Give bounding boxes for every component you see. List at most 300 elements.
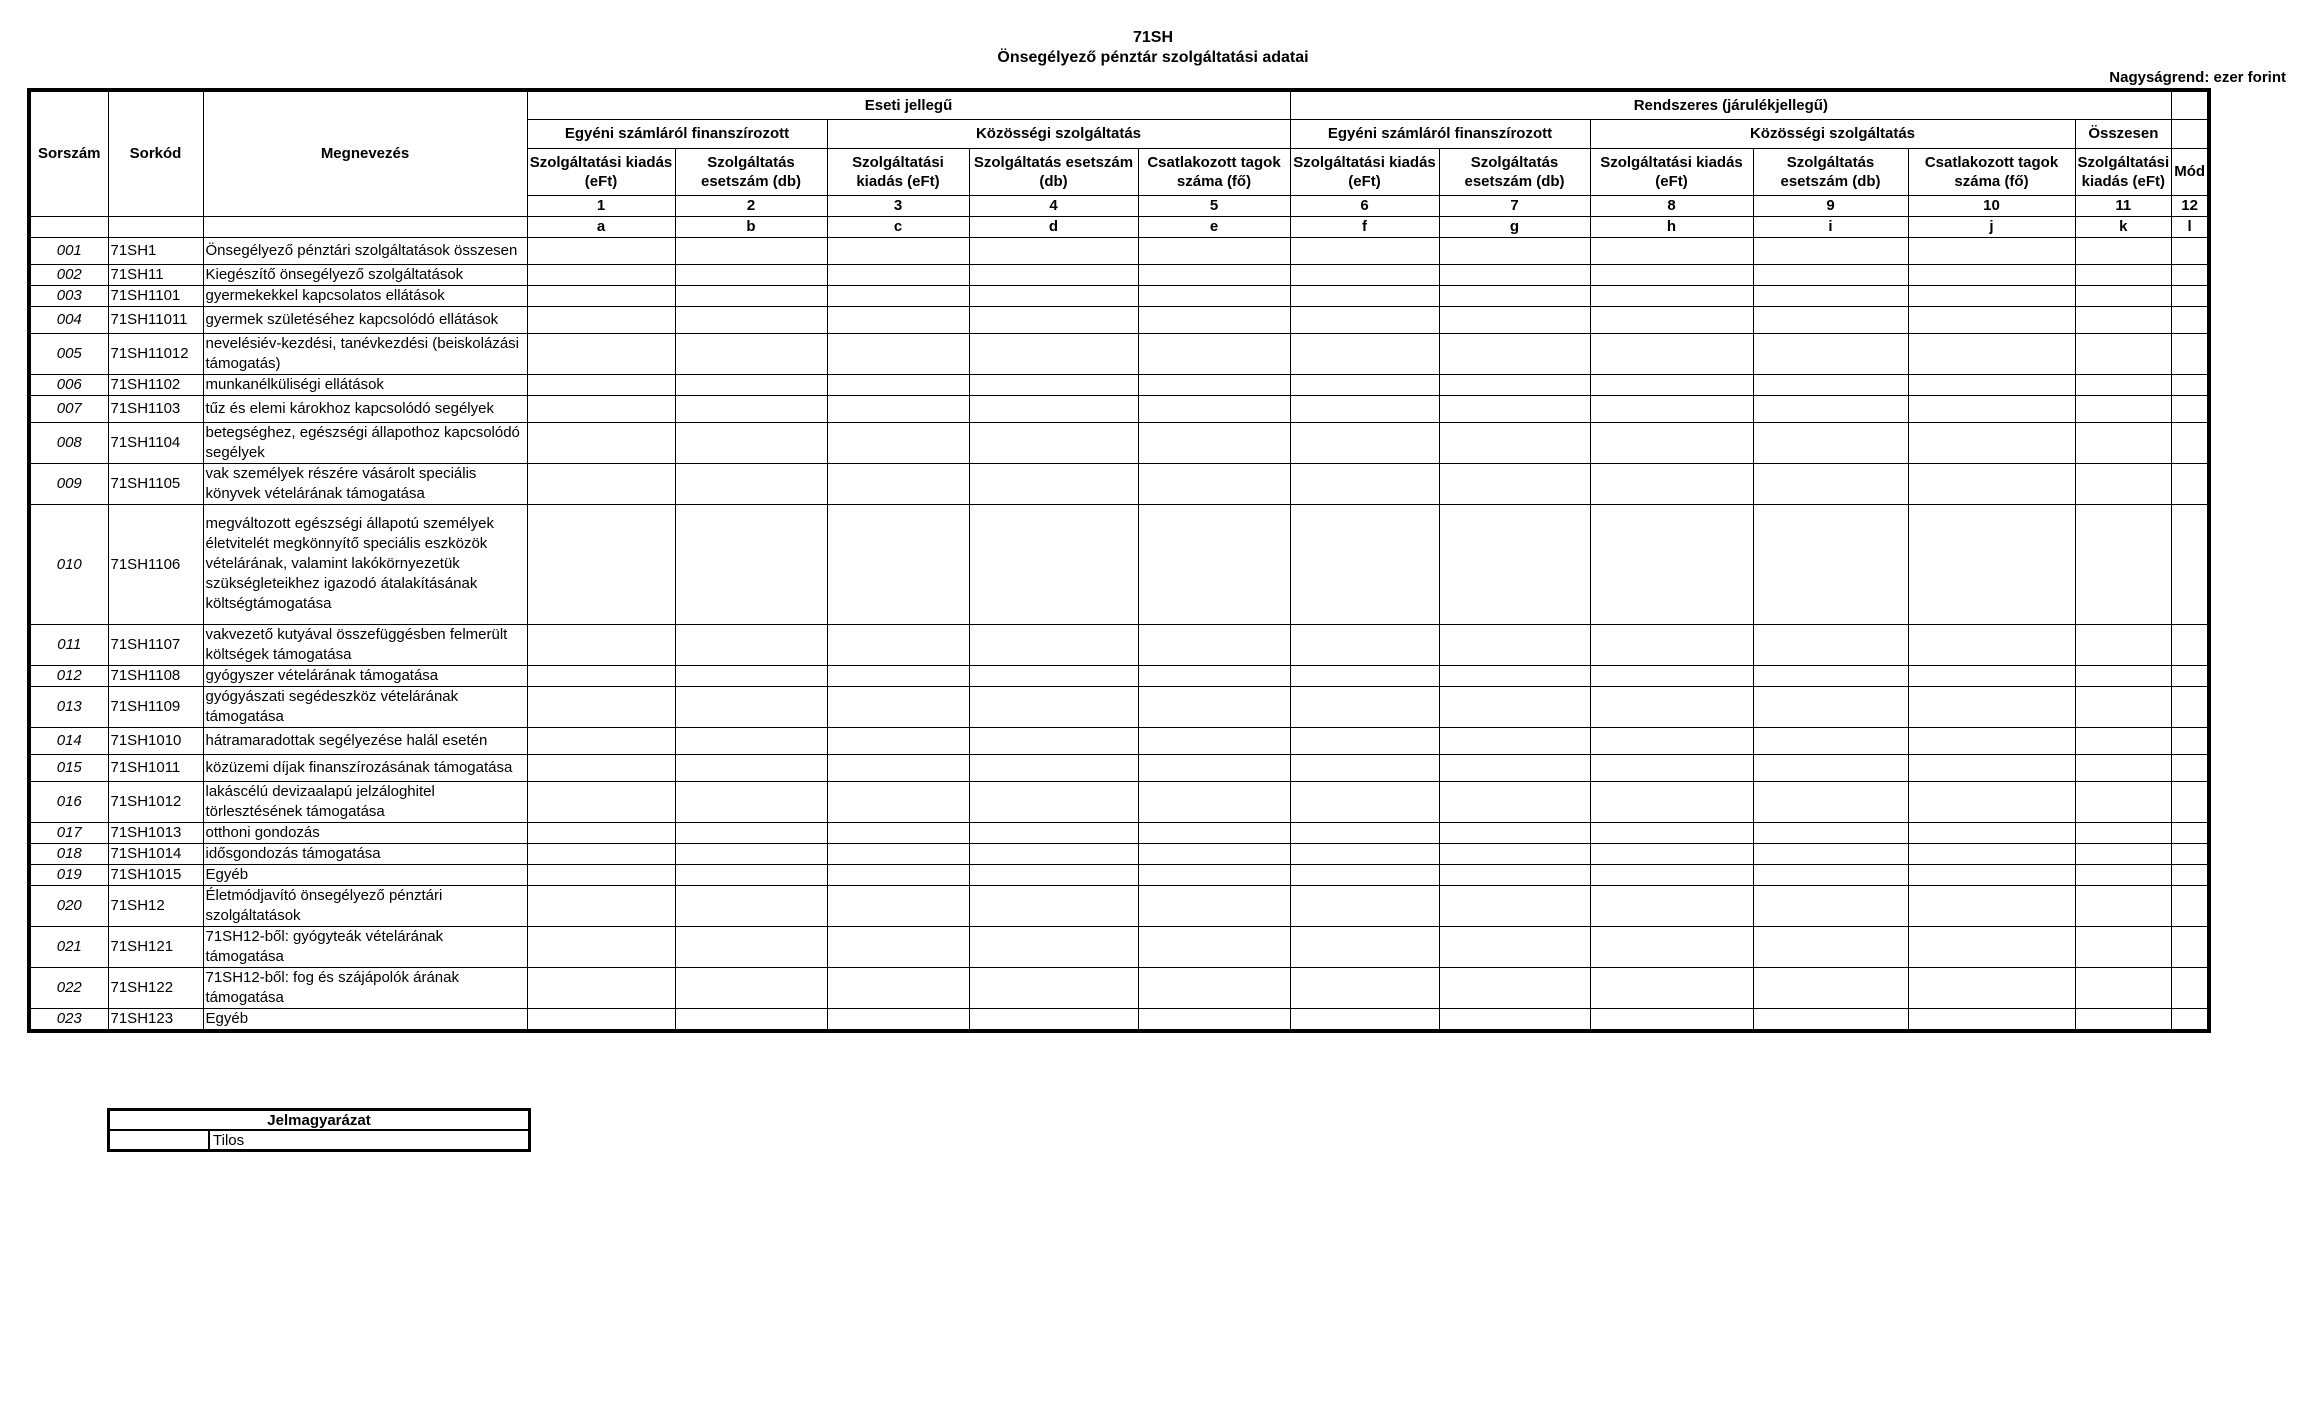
data-cell[interactable] xyxy=(1439,624,1590,665)
data-cell[interactable] xyxy=(1439,665,1590,686)
data-cell[interactable] xyxy=(1753,864,1908,885)
data-cell[interactable] xyxy=(1753,333,1908,374)
data-cell[interactable] xyxy=(827,374,969,395)
data-cell[interactable] xyxy=(1439,333,1590,374)
row-code: 71SH1101 xyxy=(108,285,203,306)
data-cell[interactable] xyxy=(1439,843,1590,864)
data-cell[interactable] xyxy=(1753,665,1908,686)
data-cell[interactable] xyxy=(1138,237,1290,264)
data-cell[interactable] xyxy=(1439,1008,1590,1031)
data-cell[interactable] xyxy=(1138,264,1290,285)
data-cell[interactable] xyxy=(969,822,1138,843)
data-cell[interactable] xyxy=(675,395,827,422)
data-cell[interactable] xyxy=(675,864,827,885)
data-cell[interactable] xyxy=(1590,237,1753,264)
row-number: 017 xyxy=(29,822,108,843)
data-cell[interactable] xyxy=(1290,422,1439,463)
data-cell[interactable] xyxy=(1439,822,1590,843)
data-cell[interactable] xyxy=(1138,686,1290,727)
data-cell[interactable] xyxy=(2172,422,2209,463)
data-cell[interactable] xyxy=(969,864,1138,885)
data-cell[interactable] xyxy=(1590,665,1753,686)
data-cell[interactable] xyxy=(1590,686,1753,727)
data-cell[interactable] xyxy=(827,422,969,463)
data-cell[interactable] xyxy=(527,422,675,463)
data-cell[interactable] xyxy=(675,843,827,864)
data-cell[interactable] xyxy=(675,885,827,926)
data-cell[interactable] xyxy=(1753,422,1908,463)
row-code: 71SH1108 xyxy=(108,665,203,686)
data-cell[interactable] xyxy=(1590,885,1753,926)
data-cell[interactable] xyxy=(1908,374,2075,395)
data-cell[interactable] xyxy=(527,754,675,781)
data-cell[interactable] xyxy=(2075,665,2172,686)
data-cell[interactable] xyxy=(1753,504,1908,624)
data-cell[interactable] xyxy=(1908,1008,2075,1031)
data-cell[interactable] xyxy=(1753,624,1908,665)
data-cell[interactable] xyxy=(527,822,675,843)
data-cell[interactable] xyxy=(1290,665,1439,686)
data-cell[interactable] xyxy=(527,926,675,967)
data-cell[interactable] xyxy=(2172,463,2209,504)
data-cell[interactable] xyxy=(1290,1008,1439,1031)
data-cell[interactable] xyxy=(1908,306,2075,333)
data-cell[interactable] xyxy=(675,822,827,843)
data-cell[interactable] xyxy=(1908,926,2075,967)
col-header-9: Szolgáltatás esetszám (db) xyxy=(1753,148,1908,195)
data-cell[interactable] xyxy=(827,926,969,967)
data-cell[interactable] xyxy=(1753,264,1908,285)
data-cell[interactable] xyxy=(827,843,969,864)
header-eseti-kozossegi: Közösségi szolgáltatás xyxy=(827,119,1290,148)
data-cell[interactable] xyxy=(1908,727,2075,754)
data-cell[interactable] xyxy=(1590,374,1753,395)
data-cell[interactable] xyxy=(1753,285,1908,306)
data-cell[interactable] xyxy=(2172,727,2209,754)
data-cell[interactable] xyxy=(969,926,1138,967)
data-cell[interactable] xyxy=(2172,864,2209,885)
legend-swatch xyxy=(109,1130,210,1151)
data-cell[interactable] xyxy=(1753,885,1908,926)
data-cell[interactable] xyxy=(1590,967,1753,1008)
data-cell[interactable] xyxy=(1753,395,1908,422)
data-cell[interactable] xyxy=(1590,285,1753,306)
data-cell[interactable] xyxy=(1290,686,1439,727)
data-cell[interactable] xyxy=(1908,237,2075,264)
data-cell[interactable] xyxy=(1290,967,1439,1008)
data-cell[interactable] xyxy=(1439,967,1590,1008)
data-cell[interactable] xyxy=(675,333,827,374)
data-cell[interactable] xyxy=(1908,665,2075,686)
data-cell[interactable] xyxy=(527,665,675,686)
data-cell[interactable] xyxy=(827,686,969,727)
data-cell[interactable] xyxy=(1439,395,1590,422)
data-cell[interactable] xyxy=(2075,686,2172,727)
data-cell[interactable] xyxy=(2172,306,2209,333)
data-cell[interactable] xyxy=(1590,504,1753,624)
data-cell[interactable] xyxy=(1290,926,1439,967)
data-cell[interactable] xyxy=(2075,781,2172,822)
data-cell[interactable] xyxy=(2075,285,2172,306)
data-cell[interactable] xyxy=(1908,264,2075,285)
data-cell[interactable] xyxy=(1290,237,1439,264)
data-cell[interactable] xyxy=(2075,822,2172,843)
data-cell[interactable] xyxy=(1908,864,2075,885)
data-cell[interactable] xyxy=(1439,264,1590,285)
data-cell[interactable] xyxy=(827,665,969,686)
data-cell[interactable] xyxy=(1138,885,1290,926)
data-cell[interactable] xyxy=(1290,727,1439,754)
row-name: Önsegélyező pénztári szolgáltatások összesen xyxy=(203,237,527,264)
data-cell[interactable] xyxy=(1590,624,1753,665)
data-cell[interactable] xyxy=(1138,781,1290,822)
data-cell[interactable] xyxy=(2075,504,2172,624)
data-cell[interactable] xyxy=(2172,504,2209,624)
data-cell[interactable] xyxy=(1590,333,1753,374)
data-cell[interactable] xyxy=(2075,463,2172,504)
data-cell[interactable] xyxy=(2172,843,2209,864)
col-header-5: Csatlakozott tagok száma (fő) xyxy=(1138,148,1290,195)
table-row xyxy=(29,822,2209,843)
data-cell[interactable] xyxy=(969,374,1138,395)
data-cell[interactable] xyxy=(969,237,1138,264)
data-cell[interactable] xyxy=(1439,285,1590,306)
data-cell[interactable] xyxy=(1439,463,1590,504)
data-cell[interactable] xyxy=(2075,264,2172,285)
data-cell[interactable] xyxy=(827,306,969,333)
data-cell[interactable] xyxy=(1908,395,2075,422)
data-cell[interactable] xyxy=(969,781,1138,822)
data-cell[interactable] xyxy=(1439,686,1590,727)
data-cell[interactable] xyxy=(1138,463,1290,504)
data-cell[interactable] xyxy=(1138,624,1290,665)
data-cell[interactable] xyxy=(2075,843,2172,864)
data-cell[interactable] xyxy=(1290,395,1439,422)
data-cell[interactable] xyxy=(2075,624,2172,665)
data-cell[interactable] xyxy=(1138,754,1290,781)
data-cell[interactable] xyxy=(675,624,827,665)
data-cell[interactable] xyxy=(1439,374,1590,395)
data-cell[interactable] xyxy=(675,926,827,967)
table-row xyxy=(29,754,2209,781)
data-cell[interactable] xyxy=(1290,885,1439,926)
data-cell[interactable] xyxy=(2075,395,2172,422)
data-cell[interactable] xyxy=(1590,1008,1753,1031)
data-cell[interactable] xyxy=(675,374,827,395)
data-cell[interactable] xyxy=(969,665,1138,686)
data-cell[interactable] xyxy=(1290,754,1439,781)
data-cell[interactable] xyxy=(1138,967,1290,1008)
data-cell[interactable] xyxy=(1138,822,1290,843)
data-cell[interactable] xyxy=(1290,306,1439,333)
data-cell[interactable] xyxy=(1439,504,1590,624)
data-cell[interactable] xyxy=(2172,665,2209,686)
data-cell[interactable] xyxy=(2172,781,2209,822)
data-cell[interactable] xyxy=(675,237,827,264)
data-cell[interactable] xyxy=(1753,822,1908,843)
data-cell[interactable] xyxy=(1753,781,1908,822)
data-cell[interactable] xyxy=(827,967,969,1008)
data-cell[interactable] xyxy=(1908,333,2075,374)
data-cell[interactable] xyxy=(969,754,1138,781)
data-cell[interactable] xyxy=(527,843,675,864)
data-cell[interactable] xyxy=(1908,885,2075,926)
data-cell[interactable] xyxy=(1439,306,1590,333)
data-cell[interactable] xyxy=(1908,967,2075,1008)
data-cell[interactable] xyxy=(675,306,827,333)
data-cell[interactable] xyxy=(527,264,675,285)
data-cell[interactable] xyxy=(827,504,969,624)
data-cell[interactable] xyxy=(1753,686,1908,727)
data-cell[interactable] xyxy=(2075,926,2172,967)
data-cell[interactable] xyxy=(1290,285,1439,306)
data-cell[interactable] xyxy=(1908,843,2075,864)
data-cell[interactable] xyxy=(827,864,969,885)
data-cell[interactable] xyxy=(1590,926,1753,967)
data-cell[interactable] xyxy=(675,727,827,754)
data-cell[interactable] xyxy=(1590,395,1753,422)
data-cell[interactable] xyxy=(2075,967,2172,1008)
data-cell[interactable] xyxy=(1753,463,1908,504)
data-cell[interactable] xyxy=(675,781,827,822)
data-cell[interactable] xyxy=(1138,926,1290,967)
col-number-12: 12 xyxy=(2172,195,2209,216)
data-cell[interactable] xyxy=(1590,727,1753,754)
data-cell[interactable] xyxy=(827,754,969,781)
data-cell[interactable] xyxy=(1753,843,1908,864)
data-cell[interactable] xyxy=(2172,395,2209,422)
data-cell[interactable] xyxy=(2075,885,2172,926)
data-cell[interactable] xyxy=(827,395,969,422)
data-cell[interactable] xyxy=(2172,686,2209,727)
data-cell[interactable] xyxy=(1908,463,2075,504)
row-code: 71SH1013 xyxy=(108,822,203,843)
data-cell[interactable] xyxy=(2172,967,2209,1008)
table-row xyxy=(29,374,2209,395)
data-cell[interactable] xyxy=(2172,754,2209,781)
data-cell[interactable] xyxy=(1908,504,2075,624)
data-cell[interactable] xyxy=(1290,333,1439,374)
data-cell[interactable] xyxy=(527,463,675,504)
data-cell[interactable] xyxy=(2172,1008,2209,1031)
data-cell[interactable] xyxy=(827,463,969,504)
data-cell[interactable] xyxy=(2172,624,2209,665)
data-cell[interactable] xyxy=(1590,264,1753,285)
data-cell[interactable] xyxy=(675,463,827,504)
data-cell[interactable] xyxy=(1908,781,2075,822)
row-name: tűz és elemi károkhoz kapcsolódó segélyek xyxy=(203,395,527,422)
data-cell[interactable] xyxy=(1590,843,1753,864)
data-cell[interactable] xyxy=(1290,843,1439,864)
data-cell[interactable] xyxy=(1590,754,1753,781)
data-cell[interactable] xyxy=(1590,864,1753,885)
row-number: 023 xyxy=(29,1008,108,1031)
data-cell[interactable] xyxy=(527,967,675,1008)
data-cell[interactable] xyxy=(969,624,1138,665)
data-cell[interactable] xyxy=(1753,306,1908,333)
data-cell[interactable] xyxy=(2075,727,2172,754)
data-cell[interactable] xyxy=(527,1008,675,1031)
data-cell[interactable] xyxy=(2075,306,2172,333)
data-cell[interactable] xyxy=(969,285,1138,306)
data-cell[interactable] xyxy=(675,504,827,624)
data-cell[interactable] xyxy=(2075,422,2172,463)
data-cell[interactable] xyxy=(527,333,675,374)
data-cell[interactable] xyxy=(2172,822,2209,843)
data-cell[interactable] xyxy=(1138,727,1290,754)
data-cell[interactable] xyxy=(675,1008,827,1031)
data-cell[interactable] xyxy=(527,395,675,422)
data-cell[interactable] xyxy=(827,885,969,926)
data-cell[interactable] xyxy=(1138,395,1290,422)
data-cell[interactable] xyxy=(1138,306,1290,333)
data-cell[interactable] xyxy=(1138,665,1290,686)
data-cell[interactable] xyxy=(1439,885,1590,926)
data-cell[interactable] xyxy=(969,504,1138,624)
data-cell[interactable] xyxy=(969,306,1138,333)
data-cell[interactable] xyxy=(1908,686,2075,727)
col-header-8: Szolgáltatási kiadás (eFt) xyxy=(1590,148,1753,195)
data-cell[interactable] xyxy=(969,333,1138,374)
data-cell[interactable] xyxy=(827,727,969,754)
data-cell[interactable] xyxy=(1753,754,1908,781)
data-cell[interactable] xyxy=(1908,822,2075,843)
data-cell[interactable] xyxy=(1753,926,1908,967)
data-cell[interactable] xyxy=(1290,463,1439,504)
data-cell[interactable] xyxy=(1290,864,1439,885)
data-cell[interactable] xyxy=(827,822,969,843)
data-cell[interactable] xyxy=(827,264,969,285)
col-header-7: Szolgáltatás esetszám (db) xyxy=(1439,148,1590,195)
data-cell[interactable] xyxy=(1290,504,1439,624)
data-cell[interactable] xyxy=(827,333,969,374)
data-cell[interactable] xyxy=(527,504,675,624)
data-cell[interactable] xyxy=(675,754,827,781)
data-cell[interactable] xyxy=(1439,781,1590,822)
data-cell[interactable] xyxy=(675,285,827,306)
data-cell[interactable] xyxy=(1753,967,1908,1008)
col-number-3: 3 xyxy=(827,195,969,216)
data-cell[interactable] xyxy=(675,686,827,727)
data-cell[interactable] xyxy=(969,727,1138,754)
data-cell[interactable] xyxy=(969,463,1138,504)
data-cell[interactable] xyxy=(1908,754,2075,781)
data-cell[interactable] xyxy=(2172,237,2209,264)
data-cell[interactable] xyxy=(527,686,675,727)
data-cell[interactable] xyxy=(969,395,1138,422)
data-cell[interactable] xyxy=(827,1008,969,1031)
data-cell[interactable] xyxy=(527,237,675,264)
data-cell[interactable] xyxy=(1138,333,1290,374)
data-cell[interactable] xyxy=(2172,285,2209,306)
data-cell[interactable] xyxy=(1138,864,1290,885)
data-cell[interactable] xyxy=(1138,422,1290,463)
data-cell[interactable] xyxy=(527,285,675,306)
data-cell[interactable] xyxy=(2172,926,2209,967)
data-cell[interactable] xyxy=(1138,1008,1290,1031)
data-cell[interactable] xyxy=(1290,374,1439,395)
data-cell[interactable] xyxy=(1753,727,1908,754)
data-cell[interactable] xyxy=(827,285,969,306)
data-cell[interactable] xyxy=(1439,422,1590,463)
data-cell[interactable] xyxy=(969,422,1138,463)
data-cell[interactable] xyxy=(1439,237,1590,264)
data-cell[interactable] xyxy=(1290,822,1439,843)
data-cell[interactable] xyxy=(527,864,675,885)
data-cell[interactable] xyxy=(527,781,675,822)
data-cell[interactable] xyxy=(675,422,827,463)
data-cell[interactable] xyxy=(2172,374,2209,395)
data-cell[interactable] xyxy=(527,306,675,333)
data-cell[interactable] xyxy=(969,967,1138,1008)
data-cell[interactable] xyxy=(827,624,969,665)
data-cell[interactable] xyxy=(969,885,1138,926)
data-cell[interactable] xyxy=(827,781,969,822)
data-cell[interactable] xyxy=(1590,422,1753,463)
data-cell[interactable] xyxy=(2075,374,2172,395)
data-cell[interactable] xyxy=(2075,864,2172,885)
data-cell[interactable] xyxy=(1439,754,1590,781)
data-cell[interactable] xyxy=(1590,306,1753,333)
data-cell[interactable] xyxy=(1439,926,1590,967)
data-cell[interactable] xyxy=(1290,264,1439,285)
data-cell[interactable] xyxy=(2172,333,2209,374)
data-cell[interactable] xyxy=(675,967,827,1008)
row-name: 71SH12-ből: gyógyteák vételárának támogatása xyxy=(203,926,527,967)
data-cell[interactable] xyxy=(1138,285,1290,306)
data-cell[interactable] xyxy=(1590,463,1753,504)
data-cell[interactable] xyxy=(1290,624,1439,665)
row-name: betegséghez, egészségi állapothoz kapcsolódó segélyek xyxy=(203,422,527,463)
data-cell[interactable] xyxy=(1138,843,1290,864)
data-cell[interactable] xyxy=(827,237,969,264)
data-cell[interactable] xyxy=(527,624,675,665)
data-cell[interactable] xyxy=(527,885,675,926)
data-cell[interactable] xyxy=(969,843,1138,864)
data-cell[interactable] xyxy=(527,727,675,754)
data-cell[interactable] xyxy=(1138,504,1290,624)
table-row xyxy=(29,422,2209,463)
data-cell[interactable] xyxy=(527,374,675,395)
data-cell[interactable] xyxy=(1753,237,1908,264)
data-cell[interactable] xyxy=(675,264,827,285)
data-cell[interactable] xyxy=(969,1008,1138,1031)
data-cell[interactable] xyxy=(2075,237,2172,264)
data-cell[interactable] xyxy=(1590,822,1753,843)
data-cell[interactable] xyxy=(1908,624,2075,665)
data-cell[interactable] xyxy=(1590,781,1753,822)
data-cell[interactable] xyxy=(1908,285,2075,306)
col-letter-1: a xyxy=(527,216,675,237)
data-cell[interactable] xyxy=(1908,422,2075,463)
data-cell[interactable] xyxy=(2075,754,2172,781)
row-code: 71SH1014 xyxy=(108,843,203,864)
col-letter-8: h xyxy=(1590,216,1753,237)
data-cell[interactable] xyxy=(1439,864,1590,885)
data-cell[interactable] xyxy=(969,264,1138,285)
data-cell[interactable] xyxy=(969,686,1138,727)
data-cell[interactable] xyxy=(2172,885,2209,926)
data-cell[interactable] xyxy=(1753,1008,1908,1031)
data-cell[interactable] xyxy=(675,665,827,686)
data-cell[interactable] xyxy=(2172,264,2209,285)
data-cell[interactable] xyxy=(2075,1008,2172,1031)
data-cell[interactable] xyxy=(1439,727,1590,754)
data-cell[interactable] xyxy=(1138,374,1290,395)
data-cell[interactable] xyxy=(2075,333,2172,374)
data-cell[interactable] xyxy=(1753,374,1908,395)
data-cell[interactable] xyxy=(1290,781,1439,822)
